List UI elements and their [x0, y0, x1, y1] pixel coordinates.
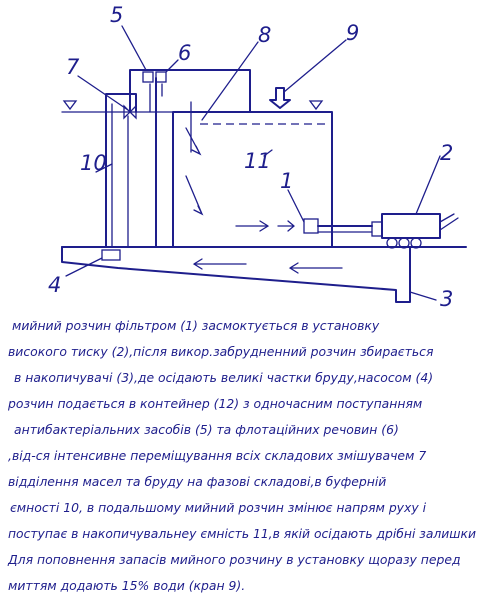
label-8: 8	[258, 23, 272, 47]
top-dosing-unit	[130, 70, 250, 112]
description-line: антибактеріальних засобів (5) та флотаційних речовин (6)	[14, 422, 399, 437]
label-6: 6	[178, 41, 192, 65]
supply-pipe	[106, 94, 136, 112]
dosing-box-6	[156, 72, 166, 82]
level-mark-right	[310, 101, 322, 109]
water-input-arrow-9	[270, 88, 290, 108]
filter-1-icon	[304, 219, 318, 233]
label-7: 7	[66, 55, 80, 79]
sump-3	[62, 247, 410, 302]
label-11: 11	[244, 149, 271, 173]
flow-arrow-down-1	[186, 128, 200, 154]
dosing-box-5	[143, 72, 153, 82]
description-line: Для поповнення запасів мийного розчину в установку щоразу перед	[8, 552, 461, 567]
description-line: мийний розчин фільтром (1) засмоктується в установку	[12, 318, 380, 333]
description-line: в накопичувачі (3),де осідають великі частки бруду,насосом (4)	[14, 370, 434, 385]
flow-arrow-right-1	[236, 221, 268, 231]
description-block	[7, 318, 476, 593]
description-line: відділення масел та бруду на фазові складові,в буферній	[8, 474, 387, 489]
label-3: 3	[440, 287, 454, 311]
unit-2-outlet	[440, 214, 458, 230]
leader-1	[288, 190, 304, 222]
flow-arrow-left-2	[290, 263, 342, 273]
pump-4-icon	[102, 250, 120, 260]
description-line: високого тиску (2),після викор.забрудненний розчин збирається	[8, 344, 434, 359]
leader-2	[416, 156, 440, 214]
description-line: поступає в накопичувальнеу ємність 11,в якій осідають дрібні залишки	[8, 526, 476, 541]
description-line: ємності 10, в подальшому мийний розчин змінює напрям руху і	[10, 500, 427, 515]
flow-arrow-right-2	[278, 221, 294, 231]
storage-tank-11	[173, 112, 332, 247]
label-2: 2	[440, 141, 454, 165]
label-4: 4	[48, 273, 62, 297]
flow-arrow-left-1	[194, 259, 246, 269]
label-1: 1	[280, 169, 294, 193]
leader-9	[284, 40, 346, 92]
label-9: 9	[346, 21, 360, 45]
leader-5	[122, 26, 146, 70]
high-pressure-unit-2	[382, 214, 440, 238]
unit-2-flange	[372, 222, 382, 236]
description-line: миттям додають 15% води (кран 9).	[8, 578, 246, 593]
leader-4	[66, 258, 102, 276]
label-10: 10	[80, 151, 107, 175]
flow-arrow-down-2	[186, 176, 202, 214]
leader-3	[410, 292, 436, 300]
description-line: розчин подається в контейнер (12) з одночасним поступанням	[8, 396, 423, 411]
label-5: 5	[110, 3, 124, 27]
level-mark-left	[64, 101, 76, 109]
description-line: ,від-ся інтенсивне переміщування всіх складових змішувачем 7	[8, 448, 427, 463]
